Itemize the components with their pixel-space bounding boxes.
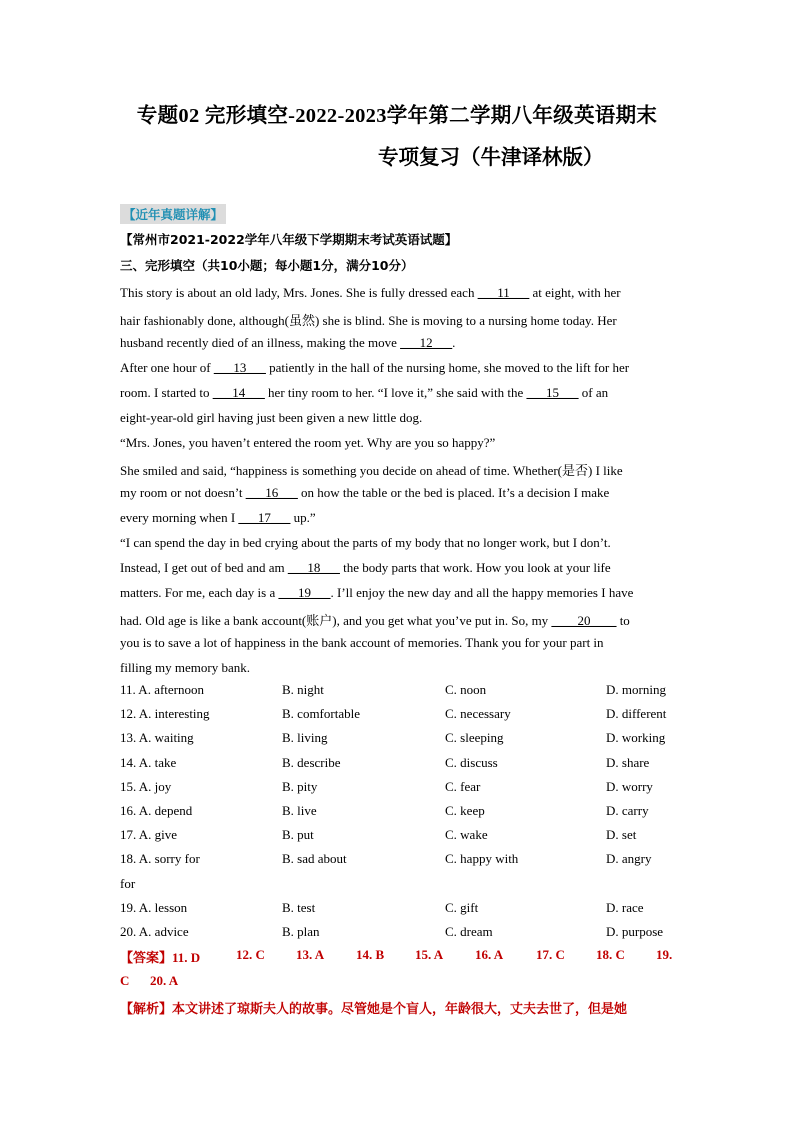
exam-source: 【常州市2021-2022学年八年级下学期期末考试英语试题】 — [120, 232, 458, 247]
option-c: C. noon — [445, 682, 487, 697]
passage-line — [120, 285, 621, 301]
option-a: 17. A. give — [120, 827, 178, 843]
option-b: B. living — [282, 730, 328, 746]
option-b: B. describe — [282, 754, 341, 770]
option-a: 20. A. advice — [120, 924, 189, 939]
passage-line — [120, 585, 633, 601]
passage-line — [120, 435, 495, 451]
option-c: C. dream — [445, 924, 493, 939]
passage-line — [120, 510, 316, 526]
answer-item: 【答案】11. D — [120, 950, 201, 965]
option-b: B. comfortable — [282, 706, 360, 722]
passage-line — [120, 485, 609, 501]
explanation: 【解析】本文讲述了琼斯夫人的故事。尽管她是个盲人，年龄很大，丈夫去世了，但是她 — [120, 1002, 628, 1017]
option-a: 14. A. take — [120, 754, 177, 770]
answer-item: 14. B — [356, 947, 385, 962]
blank-number: ___12___ — [400, 335, 453, 350]
passage-text: room. I started to — [120, 385, 213, 400]
passage-line — [120, 660, 250, 676]
passage-line — [120, 560, 611, 576]
answer-item: C — [120, 973, 130, 988]
passage-text: hair fashionably done, although(虽然) she is blind. She is moving to a nursing home today. Her — [120, 313, 617, 328]
option-a: 12. A. interesting — [120, 706, 210, 722]
passage-text: had. Old age is like a bank account(账户), and you get what you’ve put in. So, my — [120, 613, 552, 628]
option-a: for — [120, 875, 136, 891]
answer-item: 19. — [656, 947, 673, 962]
passage-text: Instead, I get out of bed and am — [120, 560, 288, 575]
blank-number: ___11___ — [477, 285, 530, 300]
option-b: B. test — [282, 899, 316, 915]
option-b: B. night — [282, 682, 324, 697]
blank-number: ___13___ — [213, 360, 266, 375]
blank-number: ____20____ — [551, 613, 617, 628]
section-title: 三、完形填空（共10小题；每小题1分，满分10分） — [120, 258, 414, 273]
passage-text: . — [452, 335, 456, 350]
answer-item: 12. C — [236, 947, 265, 962]
answer-item: 18. C — [596, 947, 625, 962]
option-c: C. keep — [445, 803, 485, 818]
option-c: C. wake — [445, 827, 488, 843]
answer-item: 20. A — [150, 973, 179, 988]
blank-number: ___19___ — [278, 585, 331, 600]
passage-text: husband recently died of an illness, making the move — [120, 335, 401, 350]
option-c: C. discuss — [445, 754, 498, 770]
passage-text: you is to save a lot of happiness in the bank account of memories. Thank you for your part in — [120, 635, 604, 650]
option-c: C. gift — [445, 899, 479, 915]
passage-text: After one hour of — [120, 360, 214, 375]
passage-line — [120, 635, 604, 651]
passage-text: to — [616, 613, 630, 628]
passage-text: “Mrs. Jones, you haven’t entered the room yet. Why are you so happy?” — [120, 435, 496, 450]
passage-text: She smiled and said, “happiness is something you decide on ahead of time. Whether(是否) I like — [120, 463, 623, 478]
blank-number: ___17___ — [238, 510, 291, 525]
passage-text: . I’ll enjoy the new day and all the happy memories I have — [330, 585, 634, 600]
option-d: D. worry — [606, 778, 653, 794]
option-c: C. happy with — [445, 851, 519, 867]
passage-text: her tiny room to her. “I love it,” she said with the — [264, 385, 527, 400]
option-c: C. fear — [445, 778, 481, 794]
option-a: 19. A. lesson — [120, 899, 188, 915]
option-d: D. angry — [606, 851, 652, 867]
option-b: B. sad about — [282, 851, 347, 867]
passage-text: matters. For me, each day is a — [120, 585, 279, 600]
passage-text: the body parts that work. How you look at your life — [339, 560, 611, 575]
answer-item: 17. C — [536, 947, 565, 962]
option-c: C. necessary — [445, 706, 511, 722]
option-d: D. carry — [606, 803, 649, 818]
option-d: D. race — [606, 899, 644, 915]
passage-line — [120, 360, 629, 376]
option-a: 16. A. depend — [120, 803, 193, 818]
passage-line — [120, 610, 630, 629]
answer-item: 16. A — [475, 947, 504, 962]
passage-text: of an — [578, 385, 609, 400]
passage-text: up.” — [290, 510, 316, 525]
passage-text: “I can spend the day in bed crying about the parts of my body that no longer work, but I don’t. — [120, 535, 611, 550]
passage-line — [120, 460, 623, 479]
answer-item: 13. A — [296, 947, 325, 962]
passage-line — [120, 385, 608, 401]
passage-line — [120, 335, 455, 351]
option-d: D. working — [606, 730, 666, 746]
option-d: D. purpose — [606, 924, 664, 939]
passage-line — [120, 310, 617, 329]
option-a: 15. A. joy — [120, 778, 172, 794]
passage-line — [120, 535, 611, 551]
answer-item: 15. A — [415, 947, 444, 962]
option-a: 18. A. sorry for — [120, 851, 200, 867]
blank-number: ___14___ — [212, 385, 265, 400]
section-tag: 【近年真题详解】 — [120, 204, 226, 224]
passage-text: on how the table or the bed is placed. It’s a decision I make — [297, 485, 610, 500]
blank-number: ___18___ — [287, 560, 340, 575]
passage-text: my room or not doesn’t — [120, 485, 246, 500]
blank-number: ___16___ — [245, 485, 298, 500]
option-d: D. set — [606, 827, 637, 843]
passage-text: filling my memory bank. — [120, 660, 250, 675]
option-b: B. live — [282, 803, 317, 818]
option-b: B. pity — [282, 778, 318, 794]
option-a: 11. A. afternoon — [120, 682, 204, 697]
option-d: D. different — [606, 706, 667, 722]
option-c: C. sleeping — [445, 730, 504, 746]
passage-line — [120, 410, 422, 426]
page-title-line1: 专题02 完形填空-2022-2023学年第二学期八年级英语期末 — [136, 105, 658, 127]
passage-text: every morning when I — [120, 510, 239, 525]
passage-text: eight-year-old girl having just been given a new little dog. — [120, 410, 423, 425]
passage-text: This story is about an old lady, Mrs. Jones. She is fully dressed each — [120, 285, 478, 300]
option-b: B. plan — [282, 924, 320, 939]
passage-text: patiently in the hall of the nursing home, she moved to the lift for her — [265, 360, 630, 375]
option-a: 13. A. waiting — [120, 730, 194, 746]
blank-number: ___15___ — [526, 385, 579, 400]
option-d: D. morning — [606, 682, 666, 697]
page-title-line2: 专项复习（牛津译林版） — [378, 147, 604, 169]
passage-text: at eight, with her — [529, 285, 621, 300]
option-d: D. share — [606, 754, 650, 770]
option-b: B. put — [282, 827, 314, 843]
